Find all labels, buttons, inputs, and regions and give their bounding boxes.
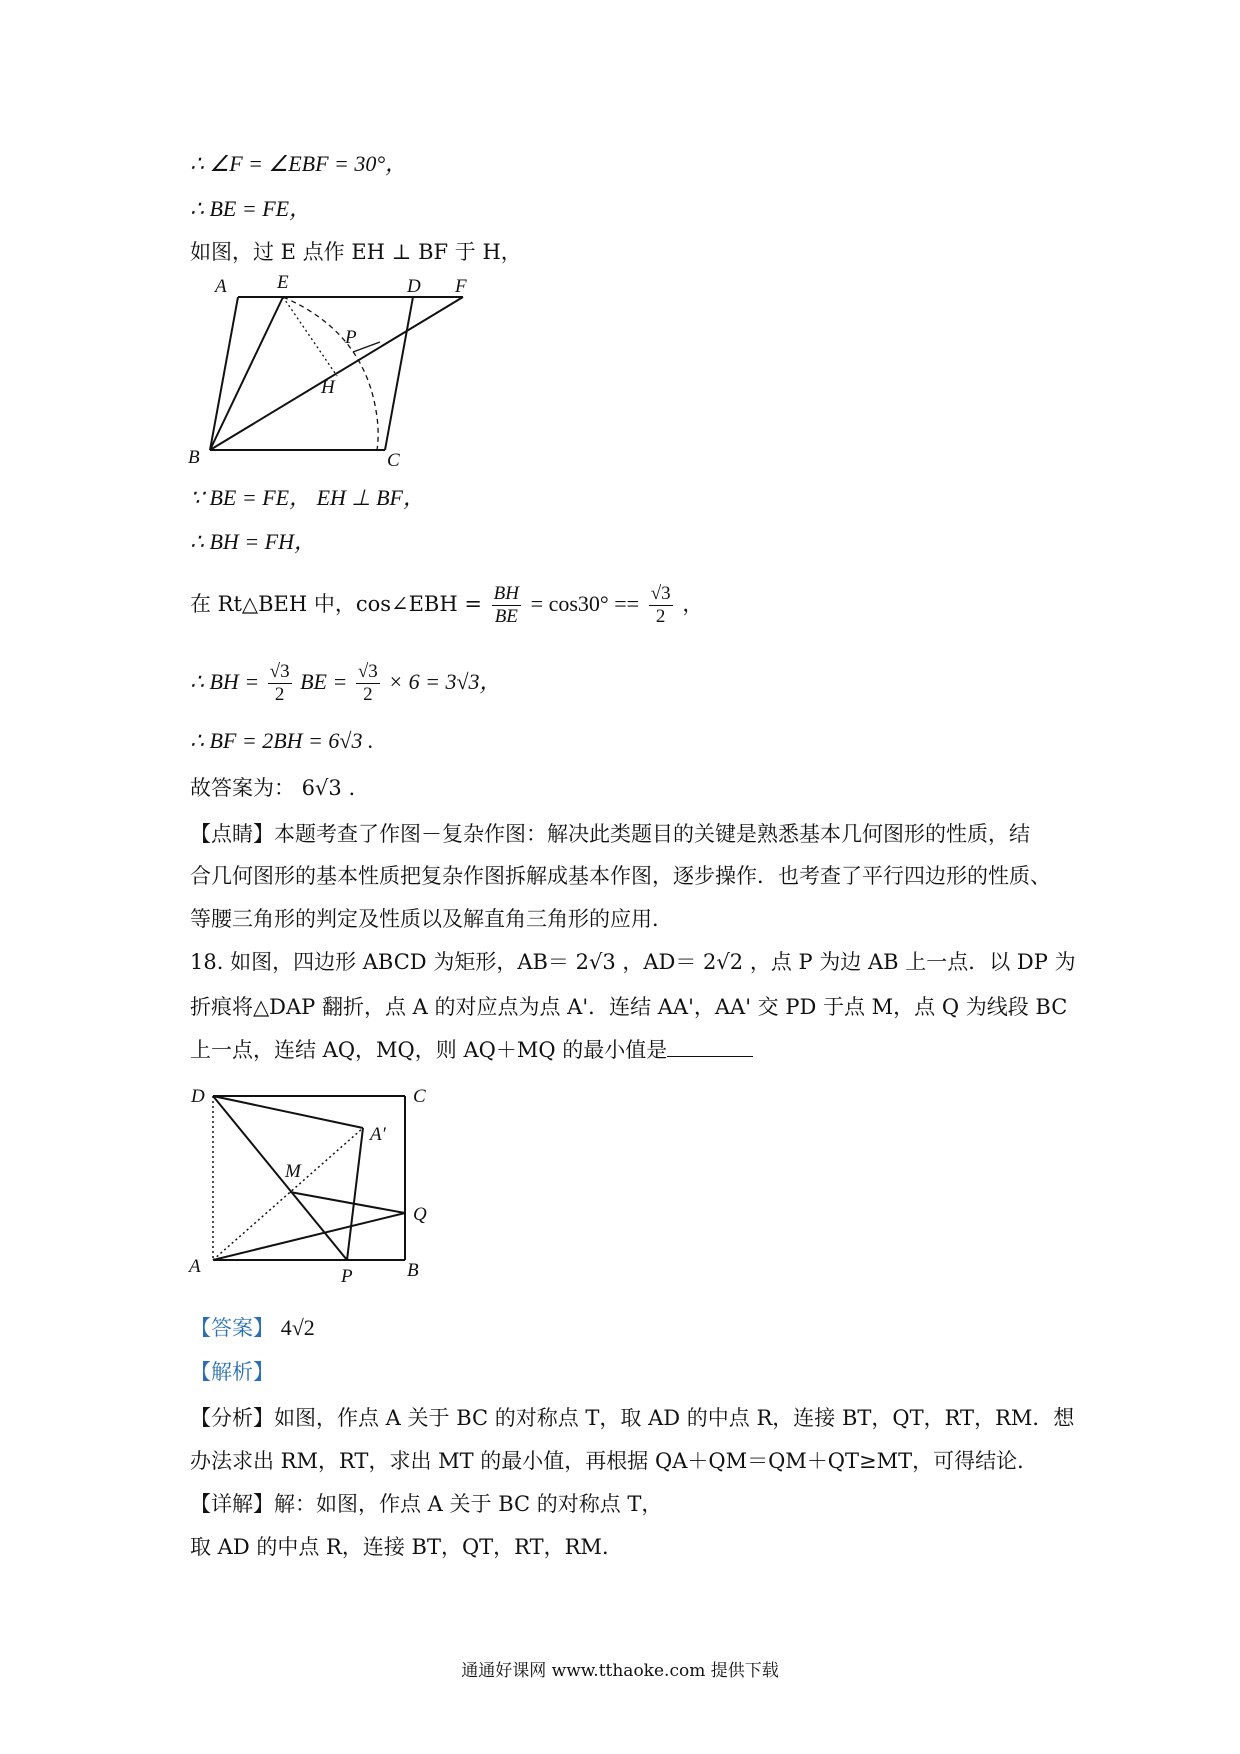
cos-mid: = cos30° == [530,591,640,616]
label-C: C [413,1086,426,1107]
proof-line-bh-fh: ∴ BH = FH， [190,529,316,554]
label-E: E [277,272,289,293]
line-AA-prime-dotted [213,1128,363,1260]
answer-label: 【答案】 [190,1316,274,1340]
line-BF [210,297,463,450]
analysis-label: 【解析】 [190,1360,274,1384]
proof-line-angle: ∴ ∠F = ∠EBF = 30°， [190,151,408,176]
figure-rectangle [185,1080,445,1290]
cos-end: ， [682,592,704,616]
proof-line-bh-value [190,652,502,712]
bh-prefix: ∴ BH = [190,669,260,694]
label-B: B [188,447,200,468]
line-CD [385,297,413,450]
fraction-root3-2-b [356,661,380,706]
answer-blank [667,1036,753,1057]
frac-num: BH [493,583,519,604]
arc-dashed [283,297,378,450]
label-D: D [191,1086,205,1107]
label-A-prime: A′ [370,1124,386,1145]
analysis-line-1: 【分析】如图，作点 A 关于 BC 的对称点 T，取 AD 的中点 R，连接 BT，QT，RT，RM．想 [190,1406,1075,1430]
answer-line: 故答案为： 6√3 . [190,776,356,800]
proof-line-bf: ∴ BF = 2BH = 6√3 . [190,728,374,753]
line-AB [210,297,238,450]
bh-mid2: × 6 = 3√3， [388,669,502,694]
remark-line-2: 合几何图形的基本性质把复杂作图拆解成基本作图，逐步操作．也考查了平行四边形的性质、 [190,864,1051,888]
frac-den: 2 [274,684,285,706]
label-A: A [215,276,227,297]
remark-line-1: 【点睛】本题考查了作图－复杂作图：解决此类题目的关键是熟悉基本几何图形的性质，结 [190,822,1030,846]
fraction-root3-2 [649,583,673,628]
remark-line-3: 等腰三角形的判定及性质以及解直角三角形的应用． [190,907,673,931]
frac-den: BE [494,606,518,627]
question-18-line-1: 18. 如图，四边形 ABCD 为矩形，AB＝ 2√3 ，AD＝ 2√2 ，点 P 为边 AB 上一点．以 DP 为 [190,950,1076,974]
question-18-text: 上一点，连结 AQ，MQ，则 AQ＋MQ 的最小值是 [190,1038,668,1062]
question-18-line-2: 折痕将△DAP 翻折，点 A 的对应点为点 A'．连结 AA'，AA' 交 PD 于点 M，点 Q 为线段 BC [190,995,1068,1019]
line-EH-dotted [283,297,337,376]
answer-value: 4√2 [280,1315,315,1340]
proof-line-given: ∵ BE = FE， EH ⊥ BF， [190,485,425,510]
line-AQ [213,1213,405,1260]
frac-num: √3 [269,661,290,683]
label-A: A [189,1256,201,1277]
label-F: F [455,276,467,297]
fraction-root3-2-a [268,661,292,706]
frac-num: √3 [650,583,671,604]
figure-parallelogram [185,270,485,470]
detail-line-1: 【详解】解：如图，作点 A 关于 BC 的对称点 T， [190,1492,663,1516]
proof-line-be-fe: ∴ BE = FE， [190,196,312,221]
label-D: D [407,276,421,297]
bh-mid1: BE = [300,669,348,694]
analysis-line-2: 办法求出 RM，RT，求出 MT 的最小值，再根据 QA＋QM＝QM＋QT≥MT，可得结论． [190,1449,1039,1473]
line-A-prime-P [347,1128,363,1260]
label-P: P [341,1266,353,1287]
label-C: C [387,450,400,470]
label-M: M [285,1161,301,1182]
page-footer: 通通好课网 www.tthaoke.com 提供下载 [461,1661,779,1681]
label-H: H [321,377,335,398]
question-18-line-3 [190,1036,753,1064]
label-P: P [345,327,357,348]
label-B: B [407,1260,419,1281]
cos-prefix: 在 Rt△BEH 中，cos∠EBH = [190,592,482,616]
fraction-bh-be [492,583,521,628]
frac-den: 2 [363,684,373,706]
answer-18 [190,1314,315,1342]
proof-line-cos [190,574,703,634]
detail-line-2: 取 AD 的中点 R，连接 BT，QT，RT，RM． [190,1535,623,1559]
frac-den: 2 [655,606,666,627]
construction-text: 如图，过 E 点作 EH ⊥ BF 于 H， [190,240,522,264]
frac-num: √3 [357,661,378,683]
label-Q: Q [413,1204,427,1225]
